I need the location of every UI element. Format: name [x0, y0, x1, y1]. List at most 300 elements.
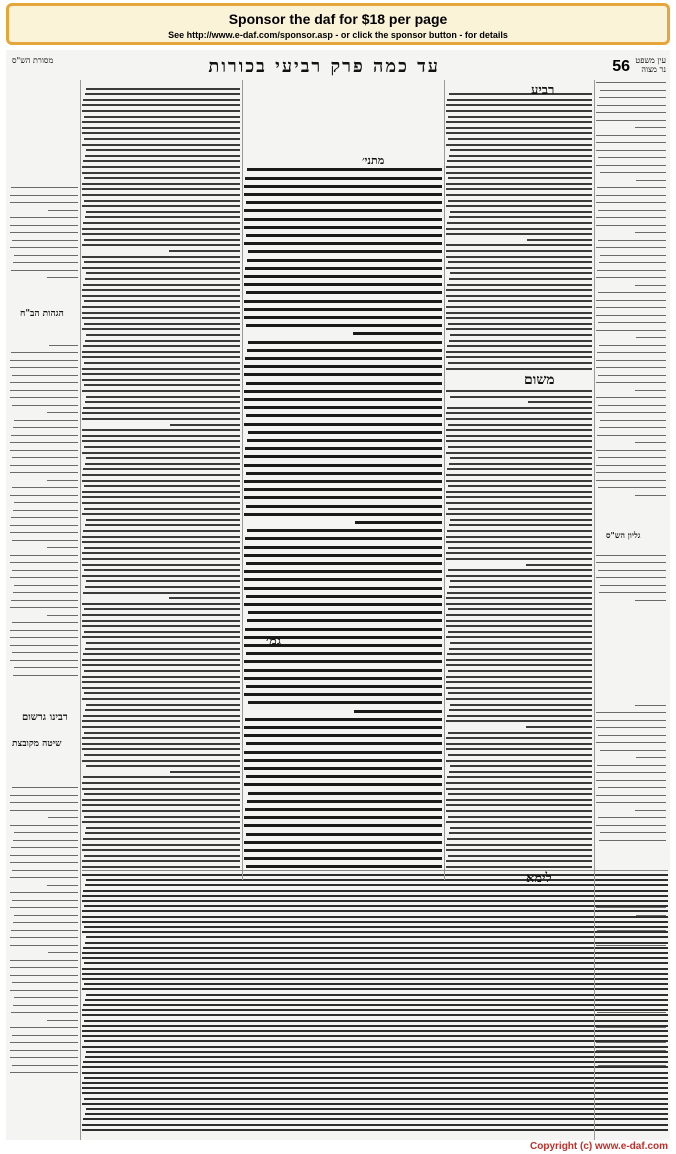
text-line — [10, 225, 78, 226]
text-line — [596, 382, 666, 383]
text-line — [246, 234, 442, 237]
text-line — [247, 259, 442, 262]
text-line — [244, 767, 442, 770]
text-line — [82, 328, 240, 330]
text-line — [446, 597, 592, 599]
text-line — [84, 754, 240, 756]
text-line — [85, 93, 240, 95]
text-line — [597, 765, 666, 766]
text-line — [84, 362, 240, 364]
text-line — [446, 720, 592, 722]
text-line — [84, 793, 240, 795]
text-line — [82, 874, 668, 876]
text-line — [10, 1057, 78, 1058]
folio-number: 56 — [612, 58, 630, 75]
text-line — [448, 608, 592, 610]
text-line — [447, 653, 592, 655]
text-line — [450, 580, 592, 582]
text-line — [85, 524, 240, 526]
text-line — [82, 575, 240, 577]
sponsor-banner[interactable] — [6, 3, 670, 45]
text-line — [447, 838, 592, 840]
text-line — [244, 513, 442, 516]
text-line — [12, 652, 78, 653]
text-line — [10, 382, 78, 383]
text-line — [47, 412, 78, 413]
text-line — [635, 705, 666, 706]
text-line — [82, 351, 240, 353]
text-line — [10, 795, 78, 796]
heading-hagahot: הגהות הב"ח — [20, 309, 64, 319]
text-line — [10, 825, 78, 826]
mesorat-hashas-label: מסורת הש"ס — [12, 56, 54, 65]
text-line — [246, 505, 442, 508]
text-line — [84, 983, 668, 985]
text-line — [84, 670, 240, 672]
text-line — [446, 368, 592, 370]
text-line — [596, 120, 666, 121]
text-line — [82, 681, 240, 683]
text-line — [447, 592, 592, 594]
text-line — [446, 552, 592, 554]
text-line — [448, 323, 592, 325]
text-line — [599, 97, 666, 98]
heading-lima: לימא — [526, 871, 552, 886]
text-line — [244, 751, 442, 754]
text-line — [446, 104, 592, 106]
heading-shita-mekubetzet: שיטה מקובצת — [12, 739, 62, 749]
text-line — [14, 997, 78, 998]
text-line — [449, 832, 592, 834]
text-line — [246, 595, 442, 598]
text-line — [635, 495, 667, 496]
text-line — [82, 166, 240, 168]
text-line — [599, 345, 666, 346]
text-line — [635, 127, 666, 128]
bottom-commentary-block — [82, 872, 668, 1134]
text-line — [10, 360, 78, 361]
text-line — [86, 519, 240, 521]
text-line — [82, 1103, 668, 1105]
text-line — [84, 547, 240, 549]
text-line — [82, 973, 668, 975]
text-line — [10, 630, 78, 631]
text-line — [448, 138, 592, 140]
text-line — [598, 570, 666, 571]
page-header-title: עד כמה פרק רביעי בכורות — [208, 56, 440, 77]
text-line — [448, 200, 592, 202]
text-line — [596, 712, 666, 713]
text-line — [244, 726, 442, 729]
text-line — [596, 307, 666, 308]
text-line — [244, 759, 442, 762]
text-line — [527, 239, 592, 241]
text-line — [84, 116, 240, 118]
text-line — [598, 210, 666, 211]
text-line — [14, 420, 78, 421]
text-line — [598, 457, 666, 458]
text-line — [244, 783, 442, 786]
text-line — [448, 547, 592, 549]
text-line — [11, 1012, 78, 1013]
text-line — [10, 637, 78, 638]
text-line — [596, 135, 666, 136]
text-line — [598, 735, 666, 736]
text-line — [82, 988, 668, 990]
text-line — [86, 642, 240, 644]
text-line — [446, 788, 592, 790]
text-line — [596, 450, 666, 451]
text-line — [244, 546, 442, 549]
text-line — [82, 1092, 668, 1094]
text-line — [13, 262, 78, 263]
text-line — [248, 250, 442, 253]
text-line — [10, 532, 78, 533]
text-line — [83, 715, 240, 717]
text-line — [636, 337, 666, 338]
text-line — [598, 787, 666, 788]
text-line — [447, 160, 592, 162]
text-line — [446, 636, 592, 638]
text-line — [10, 525, 78, 526]
text-line — [246, 865, 442, 868]
text-line — [448, 508, 592, 510]
text-line — [446, 183, 592, 185]
text-line — [244, 693, 442, 696]
text-line — [446, 810, 592, 812]
text-line — [450, 396, 592, 398]
text-line — [446, 295, 592, 297]
text-line — [450, 519, 592, 521]
text-line — [446, 166, 592, 168]
text-line — [83, 99, 240, 101]
text-line — [83, 947, 668, 949]
heading-mishum: משום — [524, 372, 555, 388]
text-line — [84, 631, 240, 633]
text-line — [84, 239, 240, 241]
text-line — [82, 676, 240, 678]
text-line — [245, 808, 442, 811]
text-line — [82, 564, 240, 566]
text-line — [86, 211, 240, 213]
text-line — [86, 334, 240, 336]
margin-left-column — [10, 80, 78, 1080]
text-line — [596, 300, 666, 301]
text-line — [446, 356, 592, 358]
text-line — [82, 849, 240, 851]
text-line — [244, 603, 442, 606]
text-line — [245, 357, 442, 360]
text-line — [446, 625, 592, 627]
text-line — [84, 569, 240, 571]
text-line — [14, 832, 78, 833]
text-line — [10, 195, 78, 196]
text-line — [447, 407, 592, 409]
text-line — [448, 816, 592, 818]
text-line — [86, 936, 668, 938]
text-line — [447, 530, 592, 532]
text-line — [82, 687, 240, 689]
text-line — [86, 827, 240, 829]
text-line — [84, 384, 240, 386]
text-line — [596, 330, 666, 331]
rashi-column — [446, 80, 592, 870]
text-line — [635, 285, 667, 286]
text-line — [596, 412, 666, 413]
text-line — [10, 975, 78, 976]
text-line — [82, 1129, 668, 1131]
text-line — [450, 642, 592, 644]
text-line — [82, 636, 240, 638]
text-line — [246, 652, 442, 655]
text-line — [446, 306, 592, 308]
text-line — [449, 463, 592, 465]
text-line — [84, 323, 240, 325]
text-line — [82, 1082, 668, 1084]
text-line — [599, 262, 666, 263]
heading-rvia: רביע — [531, 83, 555, 98]
column-divider — [80, 80, 81, 1140]
text-line — [446, 821, 592, 823]
text-line — [82, 172, 240, 174]
text-line — [85, 884, 668, 886]
tosafot-column — [82, 80, 240, 870]
text-line — [85, 401, 240, 403]
text-line — [446, 250, 592, 252]
text-line — [82, 440, 240, 442]
text-line — [446, 513, 592, 515]
text-line — [82, 821, 240, 823]
text-line — [449, 524, 592, 526]
text-line — [10, 247, 78, 248]
text-line — [170, 424, 240, 426]
text-line — [86, 1051, 668, 1053]
text-line — [599, 592, 666, 593]
text-line — [85, 999, 668, 1001]
text-line — [84, 608, 240, 610]
text-line — [599, 427, 666, 428]
text-line — [48, 817, 78, 818]
text-line — [355, 521, 442, 524]
text-line — [82, 664, 240, 666]
text-line — [244, 423, 442, 426]
text-line — [246, 833, 442, 836]
text-line — [10, 472, 78, 473]
text-line — [246, 201, 442, 204]
text-line — [83, 890, 668, 892]
text-line — [248, 611, 442, 614]
text-line — [598, 405, 666, 406]
text-line — [244, 824, 442, 827]
text-line — [12, 487, 78, 488]
text-line — [246, 414, 442, 417]
text-line — [10, 555, 78, 556]
text-line — [82, 720, 240, 722]
text-line — [82, 244, 240, 246]
text-line — [82, 603, 240, 605]
column-divider — [242, 80, 243, 880]
text-line — [83, 407, 240, 409]
text-line — [448, 424, 592, 426]
text-line — [13, 840, 78, 841]
text-line — [10, 465, 78, 466]
text-line — [248, 701, 442, 704]
text-line — [48, 210, 78, 211]
text-line — [83, 592, 240, 594]
text-line — [245, 537, 442, 540]
text-line — [82, 233, 240, 235]
sponsor-subtitle: See http://www.e-daf.com/sponsor.asp - or click the sponsor button - for details — [168, 30, 508, 40]
text-line — [82, 910, 668, 912]
text-line — [244, 308, 442, 311]
text-line — [244, 734, 442, 737]
text-line — [12, 1065, 78, 1066]
text-line — [12, 540, 78, 541]
text-line — [12, 570, 78, 571]
text-line — [82, 1066, 668, 1068]
text-line — [446, 748, 592, 750]
text-line — [10, 217, 78, 218]
text-line — [47, 547, 78, 548]
text-line — [450, 704, 592, 706]
text-line — [12, 405, 78, 406]
text-line — [448, 855, 592, 857]
text-line — [85, 1056, 668, 1058]
text-line — [86, 457, 240, 459]
text-line — [244, 480, 442, 483]
text-line — [82, 491, 240, 493]
text-line — [82, 480, 240, 482]
text-line — [597, 187, 666, 188]
text-line — [244, 464, 442, 467]
text-line — [596, 202, 666, 203]
text-line — [84, 905, 668, 907]
text-line — [598, 322, 666, 323]
text-line — [12, 622, 78, 623]
copyright-notice: Copyright (c) www.e-daf.com — [530, 1141, 668, 1152]
text-line — [82, 1087, 668, 1089]
text-line — [635, 810, 667, 811]
text-line — [82, 931, 668, 933]
text-line — [10, 1027, 78, 1028]
text-line — [446, 317, 592, 319]
text-line — [244, 669, 442, 672]
text-line — [596, 397, 666, 398]
text-line — [596, 720, 666, 721]
text-line — [85, 463, 240, 465]
text-line — [83, 222, 240, 224]
text-line — [84, 1098, 668, 1100]
text-line — [448, 732, 592, 734]
text-line — [244, 455, 442, 458]
text-line — [83, 345, 240, 347]
text-line — [10, 397, 78, 398]
text-line — [13, 1005, 78, 1006]
text-line — [596, 195, 666, 196]
text-line — [82, 104, 240, 106]
text-line — [82, 748, 240, 750]
text-line — [596, 142, 666, 143]
text-line — [528, 401, 592, 403]
text-line — [82, 866, 240, 868]
text-line — [84, 962, 668, 964]
text-line — [596, 165, 666, 166]
text-line — [83, 1004, 668, 1006]
text-line — [85, 942, 668, 944]
bottom-divider — [82, 870, 668, 871]
text-line — [82, 289, 240, 291]
text-line — [83, 838, 240, 840]
text-line — [246, 685, 442, 688]
text-line — [170, 771, 240, 773]
text-line — [82, 452, 240, 454]
text-line — [450, 827, 592, 829]
text-line — [446, 614, 592, 616]
text-line — [82, 306, 240, 308]
text-line — [446, 188, 592, 190]
text-line — [596, 555, 666, 556]
text-line — [244, 185, 442, 188]
text-line — [446, 256, 592, 258]
text-line — [596, 367, 666, 368]
text-line — [12, 1035, 78, 1036]
text-line — [244, 488, 442, 491]
text-line — [244, 677, 442, 680]
text-line — [82, 132, 240, 134]
text-line — [598, 375, 666, 376]
text-line — [449, 278, 592, 280]
text-line — [446, 676, 592, 678]
text-line — [246, 382, 442, 385]
text-line — [596, 472, 666, 473]
text-line — [13, 922, 78, 923]
text-line — [13, 675, 78, 676]
text-line — [597, 105, 666, 106]
text-line — [82, 228, 240, 230]
sponsor-title: Sponsor the daf for $18 per page — [228, 11, 448, 27]
text-line — [596, 82, 666, 83]
text-line — [82, 127, 240, 129]
text-line — [247, 168, 442, 171]
text-line — [86, 88, 240, 90]
text-line — [446, 474, 592, 476]
text-line — [246, 742, 442, 745]
text-line — [636, 757, 666, 758]
text-line — [245, 718, 442, 721]
text-line — [10, 367, 78, 368]
text-line — [598, 240, 666, 241]
text-line — [86, 149, 240, 151]
text-line — [247, 800, 442, 803]
text-line — [84, 177, 240, 179]
text-line — [86, 704, 240, 706]
text-line — [10, 1042, 78, 1043]
text-line — [10, 1072, 78, 1073]
text-line — [82, 536, 240, 538]
text-line — [635, 442, 667, 443]
text-line — [450, 149, 592, 151]
text-line — [600, 255, 666, 256]
text-line — [446, 127, 592, 129]
text-line — [11, 847, 78, 848]
text-line — [596, 150, 666, 151]
text-line — [446, 228, 592, 230]
text-line — [82, 558, 240, 560]
text-line — [448, 754, 592, 756]
text-line — [446, 541, 592, 543]
text-line — [446, 687, 592, 689]
text-line — [85, 709, 240, 711]
